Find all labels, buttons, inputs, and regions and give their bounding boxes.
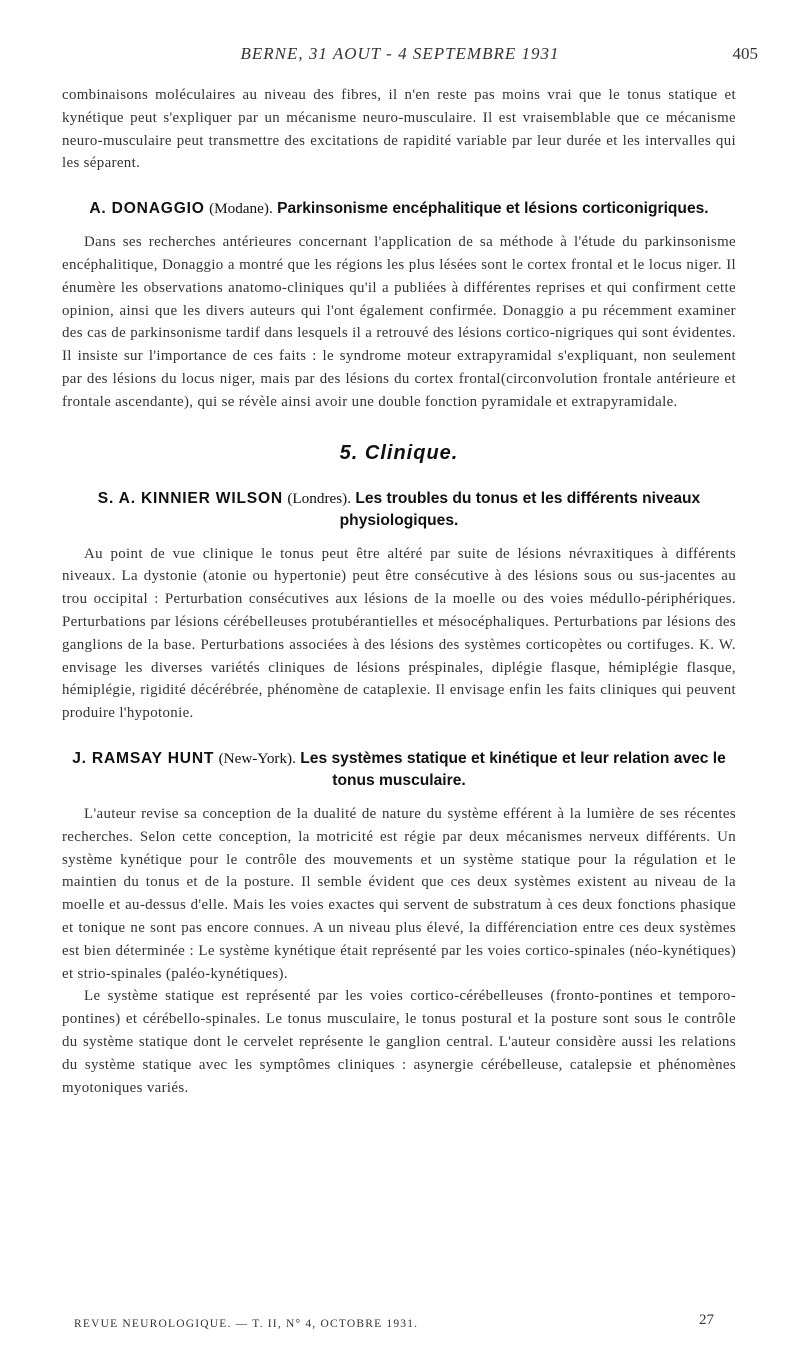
article-heading-hunt [62, 748, 736, 792]
article-author: J. RAMSAY HUNT [72, 749, 215, 767]
article-place: (Londres). [287, 489, 352, 507]
page-body [62, 84, 736, 1099]
article-title: Parkinsonisme encéphalitique et lésions corticonigriques. [277, 200, 709, 218]
running-head-title: BERNE, 31 AOUT - 4 SEPTEMBRE 1931 [240, 44, 560, 63]
article-author: S. A. KINNIER WILSON [97, 489, 283, 507]
article-place: (Modane). [209, 200, 273, 218]
intro-paragraph: combinaisons moléculaires au niveau des fibres, il n'en reste pas moins vrai que le tonus statique et kynétique peut s'expliquer par un mécanisme neuro-musculaire. Il est vraisemblable que ce mécanisme neuro-musculaire peut transmettre des excitations de rapidité variable par leur durée et les intervalles qui les séparent. [62, 87, 736, 172]
article-author: A. DONAGGIO [89, 200, 205, 218]
article-paragraph: Dans ses recherches antérieures concernant l'application de sa méthode à l'étude du parkinsonisme encéphalitique, Donaggio a montré que les régions les plus lésées sont le cortex frontal et le locus niger. Il énumère les observations anatomo-cliniques qu'il a publiées à différentes reprises et qui confirment cette opinion, ainsi que les divers auteurs qui l'ont également confirmée. Donaggio a pu récemment examiner des cas de parkinsonisme tardif dans lesquels il a retrouvé des lésions cortico-nigriques qui sont évidentes. Il insiste sur l'importance de ces faits : le syndrome moteur extrapyramidal s'expliquant, non seulement par des lésions du locus niger, mais par des lésions du cortex frontal(circonvolution frontale antérieure et frontale ascendante), qui se révèle ainsi avoir une double fonction pyramidale et extrapyramidale. [62, 234, 736, 410]
journal-citation: REVUE NEUROLOGIQUE. — T. II, N° 4, OCTOBRE 1931. [74, 1318, 419, 1330]
signature-mark: 27 [699, 1312, 714, 1328]
page-footer [74, 1312, 714, 1336]
article-place: (New-York). [218, 749, 296, 767]
section-title: 5. Clinique. [339, 441, 459, 464]
article-heading-donaggio [62, 198, 736, 220]
article-title: Les systèmes statique et kinétique et leur relation avec le tonus musculaire. [300, 749, 726, 789]
article-title: Les troubles du tonus et les différents niveaux physiologiques. [339, 489, 701, 529]
running-head [0, 44, 800, 68]
page-number: 405 [732, 44, 758, 63]
article-paragraph: Au point de vue clinique le tonus peut être altéré par suite de lésions névraxitiques à différents niveaux. La dystonie (atonie ou hypertonie) peut être consécutive à des lésions sous ou sus-jacentes au trou occipital : Perturbation consécutives aux lésions de la moelle ou des voies médullo-périphériques. Perturbations par lésions cérébelleuses protubérantielles et mésocéphaliques. Perturbations par lésions des ganglions de la base. Perturbations associées à des lésions des systèmes corticopètes ou cortifuges. K. W. envisage les diverses variétés cliniques de lésions préspinales, diplégie flasque, hémiplégie flasque, hémiplégie, rigidité décérébrée, phénomène de cataplexie. Il envisage enfin les faits cliniques qui peuvent produire l'hypotonie. [62, 545, 736, 722]
article-heading-wilson [62, 488, 736, 532]
article-paragraph: L'auteur revise sa conception de la dualité de nature du système efférent à la lumière de ses récentes recherches. Selon cette conception, la motricité est régie par deux mécanismes nerveux différents. Un système kynétique pour le contrôle des mouvements et un système statique pour la régulation et le maintien du tonus et de la posture. Il semble évident que ces deux systèmes existent au niveau de la moelle et au-dessus d'elle. Mais les voies exactes qui servent de substratum à ces deux fonctions phasique et tonique ne sont pas encore connues. A un niveau plus élevé, la différenciation entre ces deux systèmes est bien déterminée : Le système kynétique était représenté par les voies cortico-spinales (néo-kynétiques) et strio-spinales (paléo-kynétiques). [62, 805, 736, 982]
article-paragraph: Le système statique est représenté par les voies cortico-cérébelleuses (fronto-pontines et temporo-pontines) et cérébello-spinales. Le tonus musculaire, le tonus postural et la posture sont sous le contrôle du système statique dont le cervelet représente le ganglion central. L'auteur considère aussi les relations du système statique avec les symptômes cliniques : asynergie cérébelleuse, catalepsie et phénomènes myotoniques variés. [62, 988, 736, 1096]
